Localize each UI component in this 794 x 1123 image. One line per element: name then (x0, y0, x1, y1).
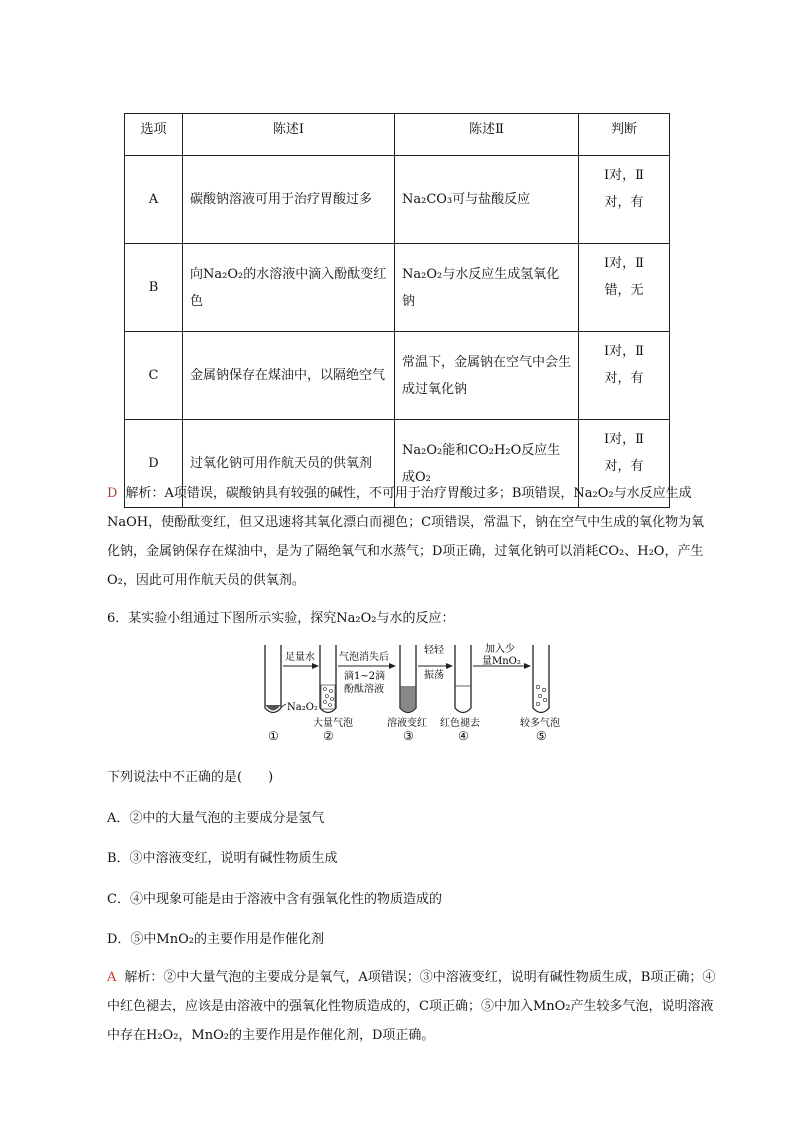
tube-number-2: ② (323, 729, 334, 743)
experiment-figure (230, 641, 560, 746)
header-statement-1: 陈述Ⅰ (183, 114, 395, 156)
row-statement-1: 碳酸钠溶液可用于治疗胃酸过多 (183, 156, 395, 244)
row-statement-1: 过氧化钠可用作航天员的供氧剂 (183, 420, 395, 508)
judgement-line-1: Ⅰ对，Ⅱ (604, 432, 644, 447)
header-option: 选项 (125, 114, 183, 156)
caption-2: 大量气泡 (313, 718, 353, 729)
test-tube-3 (400, 645, 416, 713)
judgement-line-1: Ⅰ对，Ⅱ (604, 256, 644, 271)
arrow-4-label-top-1: 加入少 (485, 644, 515, 655)
question-prompt: 下列说法中不正确的是( ) (107, 770, 274, 785)
answer-letter: A (107, 970, 117, 985)
judgement-line-2: 错，无 (604, 283, 644, 298)
header-judgement: 判断 (579, 114, 670, 156)
judgement-line-2: 对，有 (604, 371, 644, 386)
judgement-line-1: Ⅰ对，Ⅱ (604, 168, 644, 183)
row-option: B (125, 244, 183, 332)
test-tube-2 (320, 645, 336, 713)
arrow-4-label-top-2: 量MnO₂ (482, 656, 521, 667)
tube-number-1: ① (268, 729, 279, 743)
na2o2-label: Na₂O₂ (287, 702, 318, 713)
table-row (125, 156, 670, 244)
row-option: C (125, 332, 183, 420)
caption-3: 溶液变红 (387, 718, 427, 729)
arrow-2-label-top: 气泡消失后 (339, 652, 389, 663)
row-statement-2: Na₂O₂能和CO₂H₂O反应生成O₂ (395, 420, 579, 508)
row-statement-2: Na₂CO₃可与盐酸反应 (395, 156, 579, 244)
table-header-row (125, 114, 670, 156)
tube-number-5: ⑤ (536, 729, 547, 743)
option-b: B．③中溶液变红，说明有碱性物质生成 (107, 851, 338, 866)
row-statement-1: 向Na₂O₂的水溶液中滴入酚酞变红色 (183, 244, 395, 332)
analysis-text: 解析：A项错误，碳酸钠具有较强的碱性，不可用于治疗胃酸过多；B项错误，Na₂O₂与水反应生成NaOH，使酚酞变红，但又迅速将其氧化漂白而褪色；C项错误，常温下，钠在空气中生成的氧化物为氧化钠，金属钠保存在煤油中，是为了隔绝氧气和水蒸气；D项正确，过氧化钠可以消耗CO₂、H₂O，产生O₂，因此可用作航天员的供氧剂。 (107, 486, 705, 588)
row-statement-2: 常温下，金属钠在空气中会生成过氧化钠 (395, 332, 579, 420)
arrow-1-label: 足量水 (285, 652, 315, 663)
row-statement-2: Na₂O₂与水反应生成氢氧化钠 (395, 244, 579, 332)
judgement-line-1: Ⅰ对，Ⅱ (604, 344, 644, 359)
test-tube-1 (265, 645, 286, 713)
test-tube-4 (455, 645, 471, 713)
analysis-1 (107, 479, 717, 595)
table-row (125, 332, 670, 420)
option-d: D．⑤中MnO₂的主要作用是作催化剂 (107, 932, 324, 947)
judgement-line-2: 对，有 (604, 195, 644, 210)
question-stem: 6．某实验小组通过下图所示实验，探究Na₂O₂与水的反应： (107, 611, 455, 626)
row-option: D (125, 420, 183, 508)
arrow-3-label-top-2: 振荡 (424, 670, 444, 681)
header-statement-2: 陈述Ⅱ (395, 114, 579, 156)
analysis-text: 解析：②中大量气泡的主要成分是氧气，A项错误；③中溶液变红，说明有碱性物质生成，B项正确；④中红色褪去，应该是由溶液中的强氧化性物质造成的，C项正确；⑤中加入MnO₂产生较多气泡，说明溶液中存在H₂O₂，MnO₂的主要作用是作催化剂，D项正确。 (107, 970, 716, 1043)
arrow-3-label-top-1: 轻轻 (424, 645, 444, 656)
options-table (124, 113, 670, 508)
row-statement-1: 金属钠保存在煤油中，以隔绝空气 (183, 332, 395, 420)
analysis-2 (107, 963, 717, 1050)
caption-4: 红色褪去 (440, 718, 480, 729)
option-c: C．④中现象可能是由于溶液中含有强氧化性的物质造成的 (107, 892, 442, 907)
row-judgement (579, 332, 670, 420)
arrow-2-label-bottom-2: 酚酞溶液 (344, 684, 384, 695)
option-a: A．②中的大量气泡的主要成分是氢气 (107, 811, 325, 826)
tube-number-4: ④ (458, 729, 469, 743)
answer-letter: D (107, 486, 118, 501)
tube-number-3: ③ (403, 729, 414, 743)
table-row (125, 244, 670, 332)
row-option: A (125, 156, 183, 244)
row-judgement (579, 244, 670, 332)
arrow-2-label-bottom-1: 滴1~2滴 (344, 671, 386, 682)
judgement-line-2: 对，有 (604, 459, 644, 474)
test-tube-5 (533, 645, 549, 713)
caption-5: 较多气泡 (520, 718, 560, 729)
row-judgement (579, 156, 670, 244)
